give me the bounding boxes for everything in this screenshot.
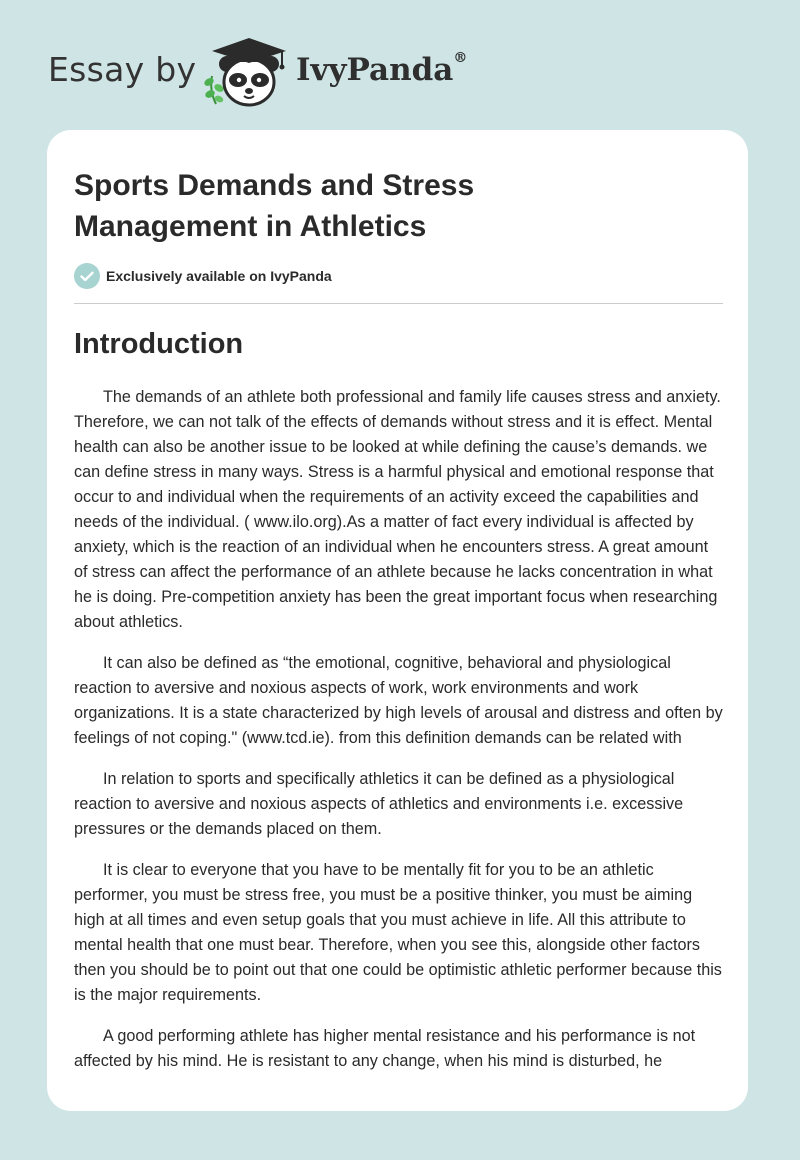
paragraph: In relation to sports and specifically athletics it can be defined as a physiological reaction to aversive and noxious aspects of athletics and environments i.e. excessive pressures or the demands placed on them. <box>74 770 684 838</box>
check-icon <box>74 263 100 289</box>
divider <box>74 303 723 304</box>
registered-mark: ® <box>453 50 468 66</box>
panda-graduate-logo-icon[interactable] <box>200 36 296 110</box>
brand-prefix: Essay by <box>48 50 197 89</box>
paragraph: It is clear to everyone that you have to be mentally fit for you to be an athletic performer, you must be stress free, you must be a positive thinker, you must be aiming high at all times and even setup goals that you must achieve in life. All this attribute to mental health that one must bear. Therefore, when you see this, alongside other factors then you should be to point out that one could be optimistic athletic performer because this is the major requirements. <box>74 861 722 1004</box>
page-title: Sports Demands and Stress Management in Athletics <box>74 169 475 243</box>
brand-name-text: IvyPanda <box>296 52 454 88</box>
paragraph: The demands of an athlete both professional and family life causes stress and anxiety. Therefore, we can not talk of the effects of demands without stress and it is effect. Mental health can also be another issue to be looked at while defining the cause’s demands. we can define stress in many ways. Stress is a harmful physical and emotional response that occur to and individual when the requirements of an activity exceed the capabilities and needs of the individual. ( www.ilo.org).As a matter of fact every individual is affected by anxiety, which is the reaction of an individual when he encounters stress. A great amount of stress can affect the performance of an athlete because he lacks concentration in what he is doing. Pre-competition anxiety has been the great important focus when researching about athletics. <box>74 388 721 631</box>
badge-label: Exclusively available on IvyPanda <box>106 268 332 284</box>
paragraph: A good performing athlete has higher mental resistance and his performance is not affected by his mind. He is resistant to any change, when his mind is disturbed, he <box>74 1027 696 1070</box>
section-heading: Introduction <box>74 328 244 360</box>
check-icon-svg <box>80 271 94 282</box>
essay-body <box>74 385 726 1090</box>
exclusive-badge <box>74 263 332 289</box>
essay-card <box>47 130 748 1111</box>
brand-name[interactable] <box>296 52 467 88</box>
paragraph: It can also be defined as “the emotional, cognitive, behavioral and physiological reaction to aversive and noxious aspects of work, work environments and work organizations. It is a state characterized by high levels of arousal and distress and often by feelings of not coping." (www.tcd.ie). from this definition demands can be related with <box>74 654 723 747</box>
site-header <box>0 0 800 130</box>
logo-svg <box>200 36 296 110</box>
